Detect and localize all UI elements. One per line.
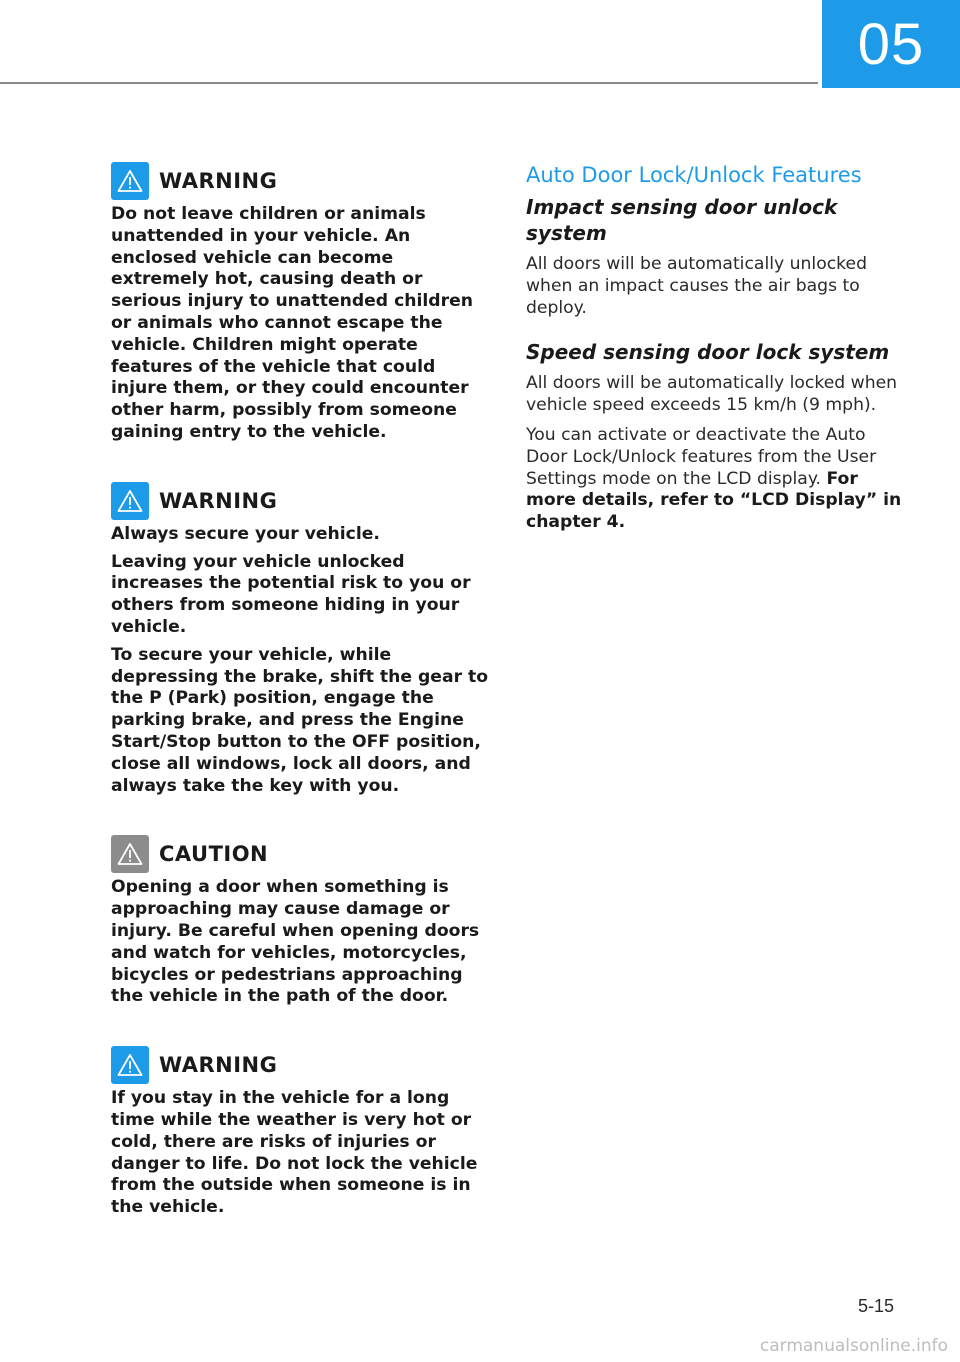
warning-triangle-icon	[111, 482, 149, 520]
section-title: Auto Door Lock/Unlock Features	[526, 163, 862, 187]
notice-text: Opening a door when something is approaching may cause damage or injury. Be careful when opening doors and watch for vehicles, motorcycles, bicycles or pedestrians approaching the vehicle in the path of the door.	[111, 877, 480, 1007]
notice-title: WARNING	[159, 488, 278, 513]
warning-triangle-icon	[111, 1046, 149, 1084]
caution-triangle-icon	[111, 835, 149, 873]
notice-title: WARNING	[159, 1053, 278, 1078]
chapter-number: 05	[857, 11, 925, 77]
page-number: 5-15	[857, 1296, 894, 1316]
notice-text: Leaving your vehicle unlocked increases the potential risk to you or others from someone hiding in your vehicle.	[111, 551, 471, 637]
activate-text-main: You can activate or deactivate the Auto Door Lock/Unlock features from the User Settings mode on the LCD display.	[526, 424, 877, 489]
notice-header	[111, 833, 491, 875]
notice-title: CAUTION	[159, 842, 269, 867]
impact-sensing-text: All doors will be automatically unlocked when an impact causes the air bags to deploy.	[526, 254, 867, 318]
warning-notice-weather	[111, 1044, 491, 1219]
notice-header	[111, 160, 491, 202]
notice-text: Do not leave children or animals unattended in your vehicle. An enclosed vehicle can become extremely hot, causing death or serious injury to unattended children or animals who cannot escape the vehicle. Children might operate features of the vehicle that could injure them, or they could encounter other harm, possibly from someone gaining entry to the vehicle.	[111, 204, 473, 442]
right-column	[526, 160, 906, 542]
notice-text: If you stay in the vehicle for a long time while the weather is very hot or cold, there are risks of injuries or danger to life. Do not lock the vehicle from the outside when someone is in the vehicle.	[111, 1088, 478, 1218]
left-column	[111, 160, 491, 1255]
speed-sensing-text: All doors will be automatically locked when vehicle speed exceeds 15 km/h (9 mph).	[526, 373, 898, 416]
impact-sensing-title: Impact sensing door unlock system	[526, 195, 838, 245]
header-rule	[0, 82, 818, 84]
notice-text: Always secure your vehicle.	[111, 523, 380, 544]
warning-notice-secure-vehicle	[111, 480, 491, 798]
activate-text	[526, 425, 906, 534]
notice-text: To secure your vehicle, while depressing the brake, shift the gear to the P (Park) position, engage the parking brake, and press the Engine Start/Stop button to the OFF position, close all windows, lock all doors, and always take the key with you.	[111, 644, 489, 796]
watermark: carmanualsonline.info	[759, 1336, 948, 1356]
warning-triangle-icon	[111, 162, 149, 200]
notice-header	[111, 1044, 491, 1086]
notice-header	[111, 480, 491, 522]
speed-sensing-title: Speed sensing door lock system	[526, 340, 890, 365]
lcd-display-reference: For more details, refer to “LCD Display” in chapter 4.	[526, 468, 902, 533]
warning-notice-children	[111, 160, 491, 444]
caution-notice-door	[111, 833, 491, 1008]
chapter-tab	[822, 0, 960, 88]
notice-title: WARNING	[159, 169, 278, 193]
